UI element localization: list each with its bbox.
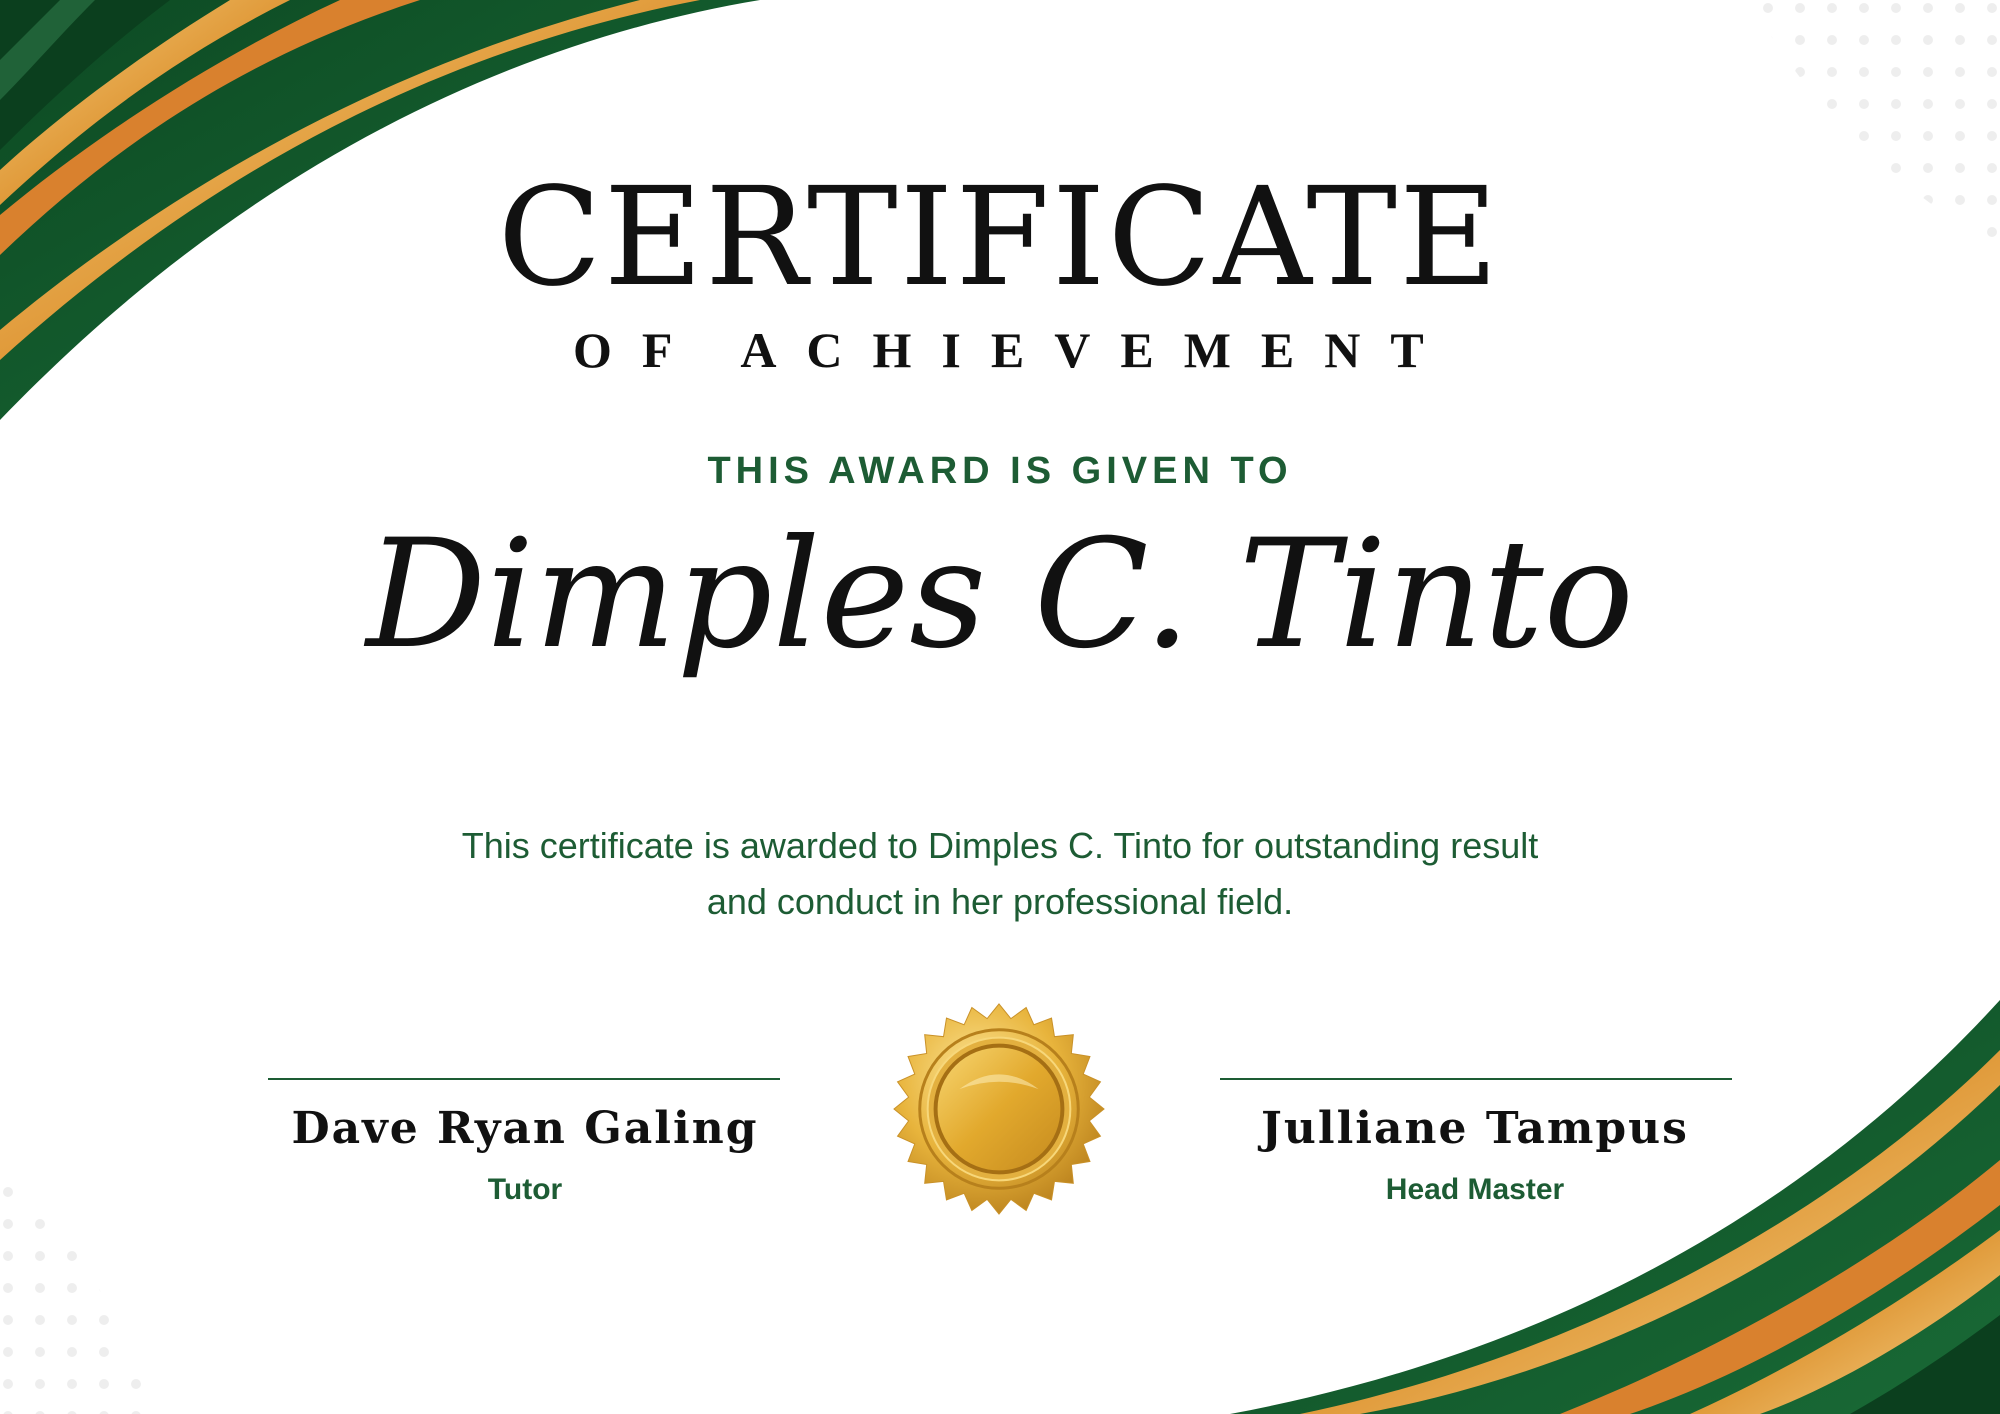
description-line-1: This certificate is awarded to Dimples C. Tinto for outstanding result: [461, 825, 1539, 866]
signatory-role-right: Head Master: [1385, 1173, 1565, 1206]
signature-line-right: [1220, 1078, 1732, 1080]
award-given-label: THIS AWARD IS GIVEN TO: [707, 450, 1293, 492]
signature-line-left: [268, 1078, 780, 1080]
signatory-name-left: Dave Ryan Galing: [291, 1103, 759, 1154]
certificate-description: [350, 818, 1650, 930]
description-line-2: and conduct in her professional field.: [706, 881, 1294, 922]
certificate-title: CERTIFICATE: [497, 159, 1501, 317]
recipient-name: Dimples C. Tinto: [366, 508, 1634, 682]
signatory-role-left: Tutor: [487, 1173, 563, 1206]
certificate-subtitle: OF ACHIEVEMENT: [573, 322, 1454, 378]
signatory-name-right: Julliane Tampus: [1261, 1103, 1689, 1154]
dot-pattern-bottom-left: [0, 1170, 150, 1414]
gold-seal-icon: [890, 1000, 1108, 1218]
